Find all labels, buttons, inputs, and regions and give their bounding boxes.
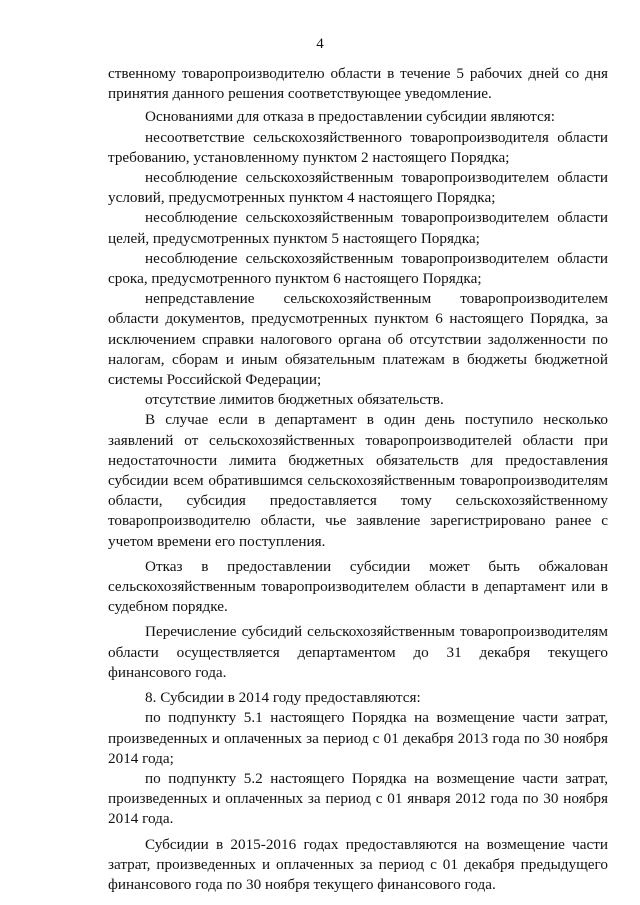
paragraph-refusal-ground-1: несоответствие сельскохозяйственного товаропроизводителя области требованию, установленному пунктом 2 настоящего Порядка; xyxy=(108,128,608,166)
paragraph-appeal: Отказ в предоставлении субсидии может быть обжалован сельскохозяйственным товаропроизводителем области в департамент или в судебном порядке. xyxy=(108,557,608,616)
paragraph-section-8-heading: 8. Субсидии в 2014 году предоставляются: xyxy=(145,689,421,707)
paragraph-subsidies-2015-2016: Субсидии в 2015-2016 годах предоставляются на возмещение части затрат, произведенных и оплаченных за период с 01 декабря предыдущего финансового года по 30 ноября текущего финансового года. xyxy=(108,835,608,893)
document-body xyxy=(108,64,608,895)
paragraph-refusal-ground-4: несоблюдение сельскохозяйственным товаропроизводителем области срока, предусмотренного пунктом 6 настоящего Порядка; xyxy=(108,249,608,288)
paragraph-subitem-5-1: по подпункту 5.1 настоящего Порядка на возмещение части затрат, произведенных и оплаченных за период с 01 декабря 2013 года по 30 ноября 2014 года; xyxy=(108,709,608,767)
paragraph-refusal-ground-2: несоблюдение сельскохозяйственным товаропроизводителем области условий, предусмотренных пунктом 4 настоящего Порядка; xyxy=(108,169,608,207)
paragraph-refusal-ground-5: непредставление сельскохозяйственным товаропроизводителем области документов, предусмотренных пунктом 6 настоящего Порядка, за исключением справки налогового органа об отсутствии задолженности по налогам, сборам и иным обязательным платежам в бюджеты бюджетной системы Российской Федерации; xyxy=(108,290,608,389)
paragraph-subitem-5-2: по подпункту 5.2 настоящего Порядка на возмещение части затрат, произведенных и оплаченных за период с 01 января 2012 года по 30 ноября 2014 года. xyxy=(108,769,608,828)
page-number: 4 xyxy=(316,36,324,52)
paragraph-same-day-applications: В случае если в департамент в один день поступило несколько заявлений от сельскохозяйственных товаропроизводителей области при недостаточности лимита бюджетных обязательств для предоставления субсидии всем обратившимся сельскохозяйственным товаропроизводителям области, субсидия предоставляется тому сельскохозяйственному товаропроизводителю области, чье заявление зарегистрировано ранее с учетом времени его поступления. xyxy=(108,411,608,550)
paragraph-refusal-ground-6: отсутствие лимитов бюджетных обязательств. xyxy=(145,391,444,409)
paragraph-transfer-deadline: Перечисление субсидий сельскохозяйственным товаропроизводителям области осуществляется департаментом до 31 декабря текущего финансового года. xyxy=(108,623,608,681)
paragraph-refusal-grounds-intro: Основаниями для отказа в предоставлении субсидии являются: xyxy=(145,108,555,126)
paragraph-refusal-ground-3: несоблюдение сельскохозяйственным товаропроизводителем области целей, предусмотренных пунктом 5 настоящего Порядка; xyxy=(108,209,608,247)
paragraph-continuation: ственному товаропроизводителю области в течение 5 рабочих дней со дня принятия данного решения соответствующее уведомление. xyxy=(108,65,608,103)
